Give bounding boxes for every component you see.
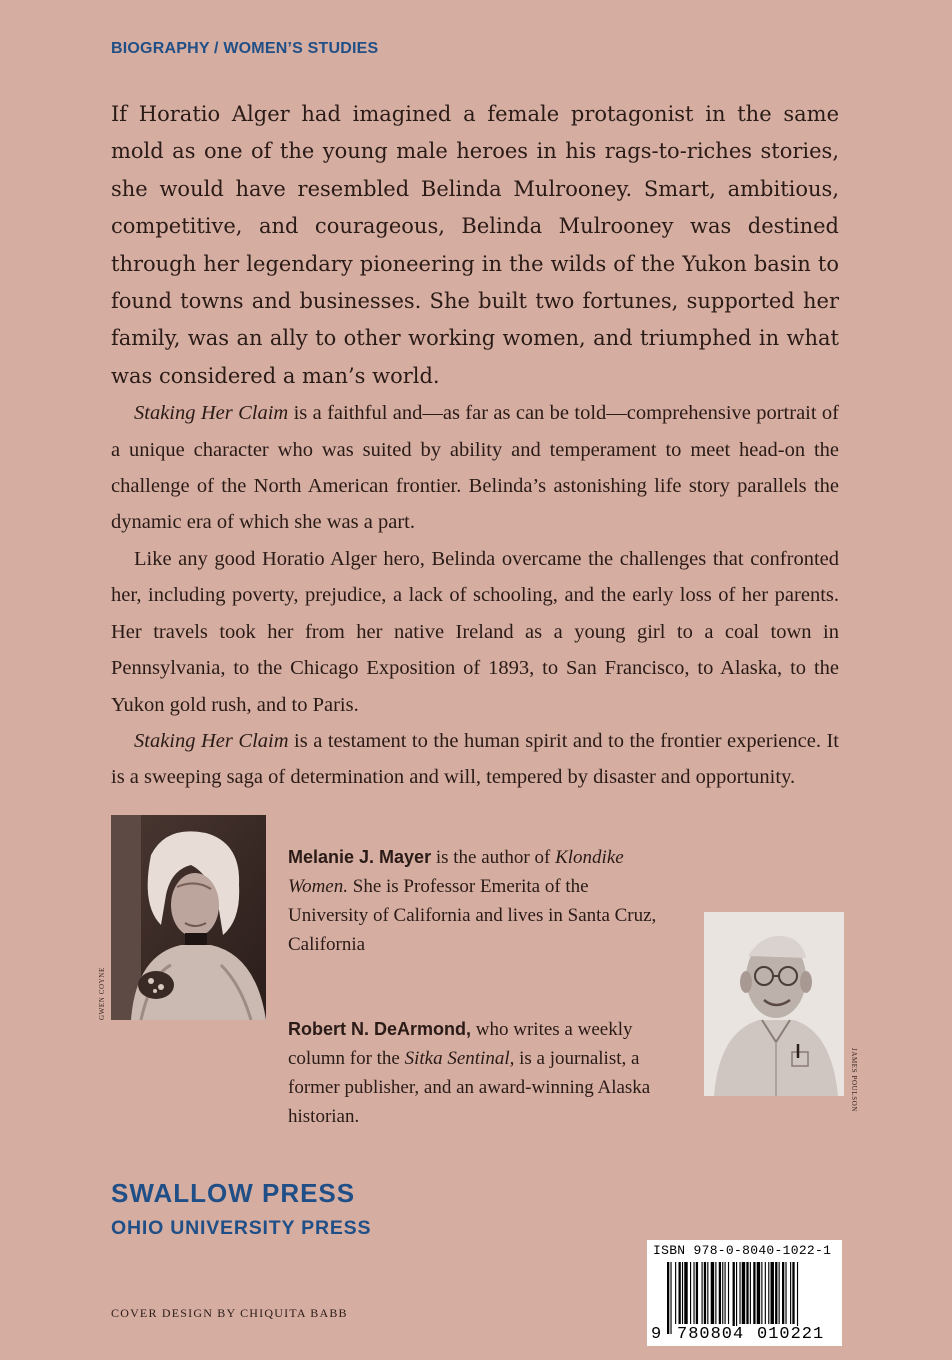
barcode-bar: [693, 1262, 694, 1324]
barcode-bar: [733, 1262, 735, 1334]
description-text: is a testament to the human spirit and to the frontier experience. It is a sweeping saga of determination and will, tempered by disaster and opportunity.: [111, 729, 839, 789]
isbn-barcode: [647, 1240, 842, 1346]
barcode-bar: [779, 1262, 780, 1324]
barcode-bar: [704, 1262, 706, 1324]
barcode-bar: [757, 1262, 760, 1324]
barcode-bar: [775, 1262, 777, 1324]
barcode-bar: [792, 1262, 794, 1324]
book-title-ref: Staking Her Claim: [134, 729, 289, 752]
barcode-bar: [746, 1262, 748, 1324]
barcode-bar: [728, 1262, 729, 1324]
description-paragraph-2: [111, 395, 839, 541]
cover-design-credit: COVER DESIGN BY CHIQUITA BABB: [111, 1306, 348, 1320]
barcode-bar: [670, 1262, 671, 1334]
isbn-label: ISBN 978-0-8040-1022-1: [653, 1243, 832, 1258]
bio-text: She is Professor Emerita of the University of California and lives in Santa Cruz, California: [288, 876, 657, 955]
barcode-bar: [753, 1262, 755, 1324]
barcode-left-digits: 780804: [677, 1325, 745, 1344]
barcode-bar: [715, 1262, 716, 1324]
barcode-bar: [711, 1262, 714, 1324]
barcode-right-digits: 010221: [757, 1325, 825, 1344]
author-name-mayer: Melanie J. Mayer: [288, 847, 432, 867]
description-text: is a faithful and—as far as can be told—comprehensive portrait of a unique character who was suited by ability and temperament to meet head-on the challenge of the North American frontier. Belinda’s astonishing life story parallels the dynamic era of which she was a part.: [111, 402, 839, 534]
barcode-bar: [675, 1262, 676, 1324]
barcode-bar: [750, 1262, 751, 1324]
description-text: Like any good Horatio Alger hero, Belinda overcame the challenges that confronted her, including poverty, prejudice, a lack of schooling, and the early loss of her parents. Her travels took her from her native Ireland as a young girl to a coal town in Pennsylvania, to the Chicago Exposition of 1893, to San Francisco, to Alaska, to the Yukon gold rush, and to Paris.: [111, 547, 839, 716]
bio-text: who writes a weekly column for the: [288, 1019, 633, 1069]
barcode-bar: [782, 1262, 784, 1324]
description-paragraph-4: [111, 723, 839, 796]
barcode-bar: [785, 1262, 786, 1324]
barcode-bar: [736, 1262, 737, 1334]
barcode-bar: [684, 1262, 687, 1324]
photo-credit-coyne: GWEN COYNE: [98, 967, 106, 1020]
publisher-swallow-press: SWALLOW PRESS: [111, 1178, 356, 1208]
barcode-bar: [722, 1262, 723, 1324]
author-bio-dearmond: [288, 1015, 688, 1131]
photo-credit-poulson: JAMES POULSON: [850, 1048, 858, 1113]
barcode-bar: [679, 1262, 681, 1324]
book-description: [111, 96, 839, 796]
barcode-bar: [739, 1262, 740, 1324]
author-bio-mayer: [288, 843, 668, 959]
newspaper-title: Sitka Sentinal,: [404, 1048, 515, 1069]
barcode-bar: [768, 1262, 769, 1324]
barcode-bar: [707, 1262, 708, 1324]
book-title-ref: Klondike Women.: [288, 847, 624, 897]
barcode-bar: [771, 1262, 774, 1324]
description-paragraph-3: [111, 541, 839, 723]
barcode-bar: [797, 1262, 798, 1334]
barcode-bar: [667, 1262, 669, 1334]
book-title-ref: Staking Her Claim: [134, 402, 289, 425]
barcode-bar: [690, 1262, 691, 1324]
barcode-bar: [790, 1262, 791, 1324]
author-photo-dearmond: [704, 912, 844, 1096]
barcode-bar: [725, 1262, 726, 1324]
barcode-bar: [702, 1262, 703, 1324]
barcode-bar: [761, 1262, 762, 1324]
barcode-bar: [682, 1262, 683, 1324]
barcode-lead-digit: 9: [651, 1325, 662, 1344]
author-photo-mayer: [111, 815, 266, 1020]
description-paragraph-1: [111, 96, 839, 395]
description-text: If Horatio Alger had imagined a female protagonist in the same mold as one of the young male heroes in his rags-to-riches stories, she would have resembled Belinda Mulrooney. Smart, ambitious, competitive, and courageous, Belinda Mulrooney was destined through her legendary pioneering in the wilds of the Yukon basin to found towns and businesses. She built two fortunes, supported her family, was an ally to other working women, and triumphed in what was considered a man’s world.: [111, 102, 839, 388]
bio-text: is the author of: [431, 847, 556, 868]
bio-text: is a journalist, a former publisher, and an award-winning Alaska historian.: [288, 1048, 651, 1127]
publisher-ohio-university-press: OHIO UNIVERSITY PRESS: [111, 1217, 372, 1239]
author-name-dearmond: Robert N. DeArmond,: [288, 1019, 472, 1039]
barcode-bar: [765, 1262, 766, 1324]
category-label: BIOGRAPHY / WOMEN’S STUDIES: [111, 40, 379, 57]
barcode-bars: [667, 1262, 837, 1334]
barcode-bar: [742, 1262, 745, 1324]
barcode-bar: [696, 1262, 698, 1324]
barcode-bar: [719, 1262, 721, 1324]
